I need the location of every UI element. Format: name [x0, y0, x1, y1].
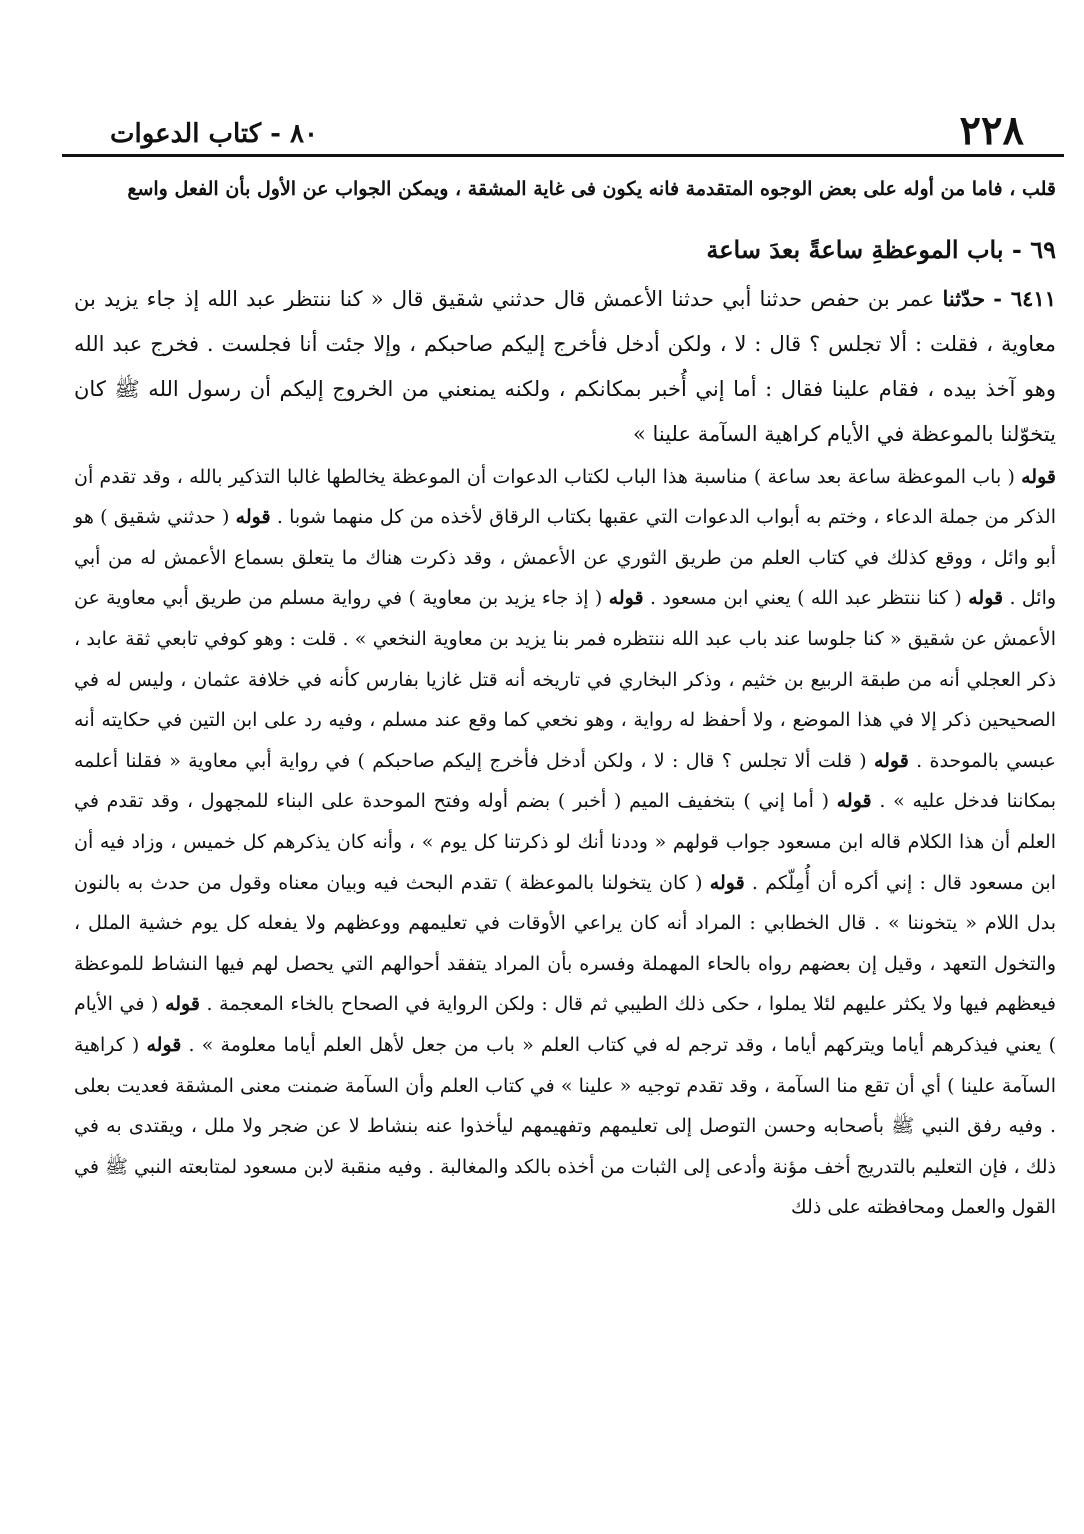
commentary-text: ( في الأيام ) يعني فيذكرهم أياما ويتركهم أياما ، وقد ترجم له في كتاب العلم « باب من جعل لأهل العلم أياما معلومة » . — [74, 993, 1057, 1056]
commentary-marker: قوله — [165, 993, 200, 1016]
running-title: ٨٠ - كتاب الدعوات — [110, 119, 318, 149]
commentary-marker: قوله — [235, 506, 271, 529]
commentary-text: ( قلت ألا تجلس ؟ قال : لا ، ولكن أدخل فأخرج إليكم صاحبكم ) في رواية أبي معاوية « فقلنا أعلمه بمكاننا فدخل عليه » . — [74, 749, 1056, 813]
chapter-title: ٦٩ - باب الموعظةِ ساعةً بعدَ ساعة — [706, 234, 1056, 264]
commentary-text: ( إذ جاء يزيد بن معاوية ) في رواية مسلم من طريق أبي معاوية عن الأعمش عن شقيق « كنا جلوسا عند باب عبد الله ننتظره فمر بنا يزيد بن معاوية النخعي » . قلت : وهو كوفي تابعي ثقة عابد ، ذكر العجلي أنه من طبقة الربيع بن خثيم ، وذكر البخاري في تاريخه أنه قتل غازيا بفارس كأنه في خلافة عثمان ، وليس له في الصحيحين ذكر إلا في هذا الموضع ، ولا أحفظ له رواية ، وهو نخعي كما وقع عند مسلم ، وفيه رد على ابن التين في حكايته أنه عبسي بالموحدة . — [74, 587, 1056, 772]
commentary-marker: قوله — [146, 1033, 182, 1056]
commentary-text: ( أما إني ) بتخفيف الميم ( أخبر ) بضم أوله وفتح الموحدة على البناء للمجهول ، وقد تقدم في العلم أن هذا الكلام قاله ابن مسعود جواب قولهم « وددنا أنك لو ذكرتنا كل يوم » ، وأنه كان يذكرهم كل خميس ، وزاد فيه أن ابن مسعود قال : إني أكره أن أُمِلّكم . — [74, 790, 1056, 894]
commentary-marker: قوله — [873, 749, 909, 772]
page-body — [62, 169, 1064, 1228]
continuation-paragraph: قلب ، فاما من أوله على بعض الوجوه المتقدمة فانه يكون فى غاية المشقة ، ويمكن الجواب عن الأول بأن الفعل واسع — [127, 178, 1056, 200]
commentary-marker: قوله — [1021, 465, 1056, 488]
hadith-paragraph — [74, 276, 1056, 457]
commentary-text: ( باب الموعظة ساعة بعد ساعة ) مناسبة هذا الباب لكتاب الدعوات أن الموعظة يخالطها غالبا التذكير بالله ، وقد تقدم أن الذكر من جملة الدعاء ، وختم به أبواب الدعوات التي عقبها بكتاب الرقاق لأخذه من كل منهما شوبا . — [74, 465, 1056, 529]
hadith-text: عمر بن حفص حدثنا أبي حدثنا الأعمش قال حدثني شقيق قال « كنا ننتظر عبد الله إذ جاء يزيد بن معاوية ، فقلت : ألا تجلس ؟ قال : لا ، ولكن أدخل فأخرج إليكم صاحبكم ، وإلا جئت أنا فجلست . فخرج عبد الله وهو آخذ بيده ، فقام علينا فقال : أما إني أُخبر بمكانكم ، ولكنه يمنعني من الخروج إليكم أن رسول الله ﷺ كان يتخوّلنا بالموعظة في الأيام كراهية السآمة علينا » — [74, 286, 1056, 446]
commentary-marker: قوله — [836, 790, 872, 813]
hadith-number: ٦٤١١ - — [993, 285, 1056, 311]
commentary-text: ( حدثني شقيق ) هو أبو وائل ، ووقع كذلك في كتاب العلم من طريق الثوري عن الأعمش ، وقد ذكرت هناك ما يتعلق بسماع الأعمش له من أبي وائل . — [74, 506, 1057, 610]
hadith-intro: حدّثنا — [942, 285, 986, 311]
book-page — [62, 108, 1064, 1228]
commentary-marker: قوله — [608, 587, 644, 610]
page-header — [62, 108, 1064, 157]
commentary-text: ( كراهية السآمة علينا ) أي أن تقع منا السآمة ، وقد تقدم توجيه « علينا » في كتاب العلم وأن السآمة ضمنت معنى المشقة فعديت بعلى . وفيه رفق النبي ﷺ بأصحابه وحسن التوصل إلى تعليمهم وتفهيمهم ليأخذوا عنه بنشاط لا عن ضجر ولا ملل ، ويقتدى به في ذلك ، فإن التعليم بالتدريج أخف مؤنة وأدعى إلى الثبات من أخذه بالكد والمغالبة . وفيه منقبة لابن مسعود لمتابعته النبي ﷺ في القول والعمل ومحافظته على ذلك — [74, 1033, 1056, 1219]
commentary-segment — [650, 587, 1003, 609]
page-number: ٢٢٨ — [959, 107, 1024, 154]
commentary-paragraph — [74, 457, 1056, 1228]
commentary-segment — [74, 1034, 1056, 1218]
commentary-text: ( كنا ننتظر عبد الله ) يعني ابن مسعود . — [649, 587, 962, 610]
commentary-segment — [74, 587, 1056, 771]
commentary-marker: قوله — [709, 871, 745, 894]
commentary-marker: قوله — [968, 587, 1004, 610]
commentary-text: ( كان يتخولنا بالموعظة ) تقدم البحث فيه وبيان معناه وقول من حدث به بالنون بدل اللام « يتخوننا » . قال الخطابي : المراد أنه كان يراعي الأوقات في تعليمهم ووعظهم ولا يفعله كل يوم خشية الملل ، والتخول التعهد ، وقيل إن بعضهم رواه بالحاء المهملة وفسره بأن المراد يتفقد أحوالهم التي يحصل لهم فيها النشاط للموعظة فيعظهم فيها ولا يكثر عليهم لئلا يملوا ، حكى ذلك الطيبي ثم قال : ولكن الرواية في الصحاح بالخاء المعجمة . — [74, 871, 1056, 1016]
